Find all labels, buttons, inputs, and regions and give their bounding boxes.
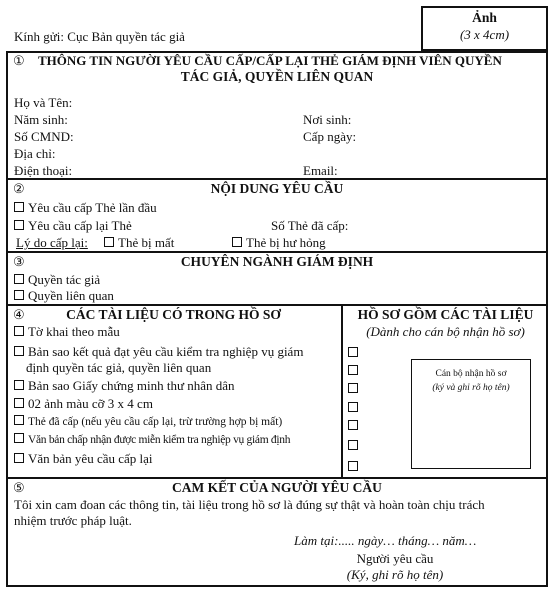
doc-item-2[interactable]: Bản sao kết quả đạt yêu cầu kiểm tra nghiệp vụ giám: [14, 344, 303, 359]
email-label: Email:: [303, 163, 338, 178]
divider-1: [6, 178, 548, 180]
received-checkbox-6[interactable]: [348, 440, 358, 450]
photo-size: (3 x 4cm): [459, 27, 510, 42]
section5-title: CAM KẾT CỦA NGƯỜI YÊU CẦU: [172, 480, 382, 495]
doc-item-4-checkbox[interactable]: [14, 398, 24, 408]
doc-item-3[interactable]: Bản sao Giấy chứng minh thư nhân dân: [14, 378, 235, 393]
request-reissue-checkbox[interactable]: [14, 220, 24, 230]
reason-damaged-checkbox[interactable]: [232, 237, 242, 247]
request-reissue-option[interactable]: Yêu cầu cấp lại Thẻ: [14, 218, 132, 233]
specialty-related-checkbox[interactable]: [14, 290, 24, 300]
doc-item-6[interactable]: Văn bản chấp nhận được miễn kiểm tra nghiệp vụ giám định: [14, 433, 290, 448]
specialty-related-option[interactable]: Quyền liên quan: [14, 288, 114, 303]
phone-label: Điện thoại:: [14, 163, 73, 178]
officer-label: Cán bộ nhận hồ sơ: [435, 369, 507, 379]
issued-card-number-label: Số Thẻ đã cấp:: [271, 218, 349, 233]
officer-sign-note: (ký và ghi rõ họ tên): [432, 383, 510, 393]
doc-item-4[interactable]: 02 ảnh màu cỡ 3 x 4 cm: [14, 396, 153, 411]
recipient-line: Kính gửi: Cục Bản quyền tác giả: [14, 29, 185, 44]
section4-title: CÁC TÀI LIỆU CÓ TRONG HỒ SƠ: [66, 307, 281, 322]
request-first-option[interactable]: Yêu cầu cấp Thẻ lần đầu: [14, 200, 157, 215]
requester-label: Người yêu cầu: [356, 551, 434, 566]
divider-3: [6, 304, 548, 306]
received-checkbox-1[interactable]: [348, 347, 358, 357]
divider-2: [6, 251, 548, 253]
commitment-text-line1: Tôi xin cam đoan các thông tin, tài liệu trong hồ sơ là đúng sự thật và hoàn toàn chịu trách: [14, 497, 485, 512]
section2-number: ②: [13, 181, 25, 196]
specialty-author-option[interactable]: Quyền tác giả: [14, 272, 100, 287]
reason-damaged-option[interactable]: Thẻ bị hư hỏng: [232, 235, 326, 250]
birth-year-label: Năm sinh:: [14, 112, 68, 127]
reissue-reason-label: Lý do cấp lại:: [16, 235, 88, 250]
section4-number: ④: [13, 307, 25, 322]
doc-item-2-continued: định quyền tác giả, quyền liên quan: [26, 360, 212, 375]
issue-date-label: Cấp ngày:: [303, 129, 357, 144]
received-checkbox-3[interactable]: [348, 383, 358, 393]
section5-number: ⑤: [13, 480, 25, 495]
section3-number: ③: [13, 254, 25, 269]
doc-item-3-checkbox[interactable]: [14, 380, 24, 390]
requester-sign-note: (Ký, ghi rõ họ tên): [346, 567, 444, 582]
section1-number: ①: [13, 53, 25, 68]
section1-title-line2: TÁC GIẢ, QUYỀN LIÊN QUAN: [180, 69, 374, 84]
birth-place-label: Nơi sinh:: [303, 112, 352, 127]
request-first-checkbox[interactable]: [14, 202, 24, 212]
received-checkbox-2[interactable]: [348, 365, 358, 375]
doc-item-6-checkbox[interactable]: [14, 433, 24, 443]
doc-item-1-checkbox[interactable]: [14, 326, 24, 336]
doc-item-7-checkbox[interactable]: [14, 453, 24, 463]
fullname-label: Họ và Tên:: [14, 95, 73, 110]
doc-item-1[interactable]: Tờ khai theo mẫu: [14, 324, 120, 339]
photo-title: Ảnh: [472, 10, 497, 25]
received-docs-title: HỒ SƠ GỒM CÁC TÀI LIỆU: [357, 307, 534, 322]
doc-item-5-checkbox[interactable]: [14, 415, 24, 425]
received-checkbox-7[interactable]: [348, 461, 358, 471]
commitment-text-line2: nhiệm trước pháp luật.: [14, 513, 132, 528]
section1-title-line1: THÔNG TIN NGƯỜI YÊU CẦU CẤP/CẤP LẠI THẺ GIÁM ĐỊNH VIÊN QUYỀN: [38, 53, 502, 68]
received-checkbox-4[interactable]: [348, 402, 358, 412]
divider-4: [6, 477, 548, 479]
received-checkbox-5[interactable]: [348, 420, 358, 430]
specialty-author-checkbox[interactable]: [14, 274, 24, 284]
section2-title: NỘI DUNG YÊU CẦU: [210, 181, 344, 196]
doc-item-2-checkbox[interactable]: [14, 346, 24, 356]
address-label: Địa chỉ:: [14, 146, 56, 161]
id-number-label: Số CMND:: [14, 129, 74, 144]
section3-title: CHUYÊN NGÀNH GIÁM ĐỊNH: [180, 254, 374, 269]
received-docs-subtitle: (Dành cho cán bộ nhận hồ sơ): [366, 324, 525, 339]
reason-lost-option[interactable]: Thẻ bị mất: [104, 235, 174, 250]
doc-item-5[interactable]: Thẻ đã cấp (nếu yêu cầu cấp lại, trừ trường hợp bị mất): [14, 415, 282, 430]
doc-item-7[interactable]: Văn bản yêu cầu cấp lại: [14, 451, 153, 466]
reason-lost-checkbox[interactable]: [104, 237, 114, 247]
place-date-line: Làm tại:..... ngày… tháng… năm…: [294, 533, 477, 548]
